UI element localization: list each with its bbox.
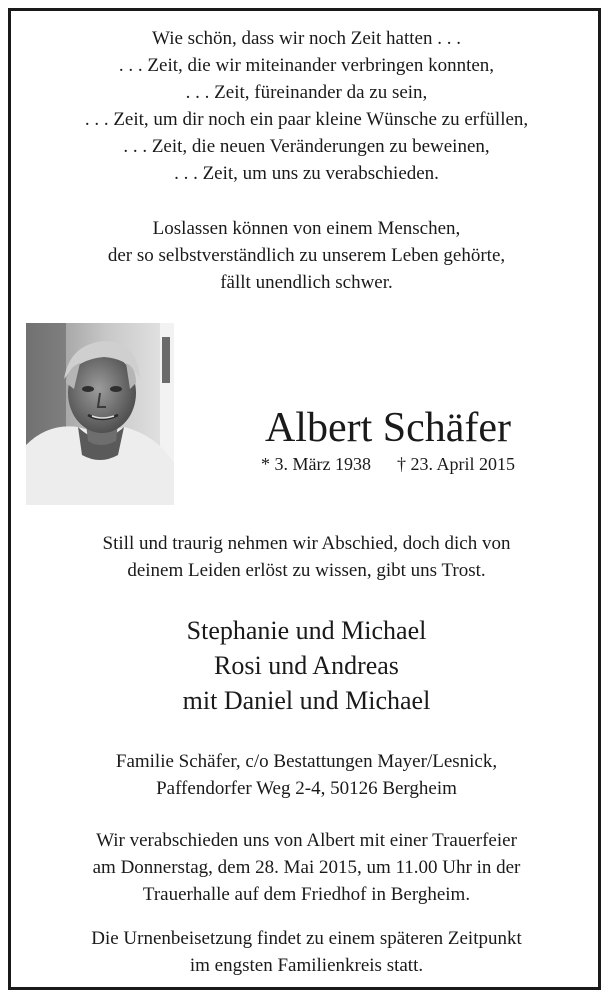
death-date: † 23. April 2015: [396, 454, 515, 474]
service-line: Wir verabschieden uns von Albert mit einer Trauerfeier: [96, 830, 517, 851]
portrait-photo: [26, 323, 174, 505]
loslassen-line: Loslassen können von einem Menschen,: [152, 218, 461, 239]
service-line: am Donnerstag, dem 28. Mai 2015, um 11.00 Uhr in der: [92, 857, 521, 878]
birth-date: * 3. März 1938: [261, 454, 371, 474]
poem-line: . . . Zeit, um dir noch ein paar kleine Wünsche zu erfüllen,: [84, 109, 529, 130]
address-block: [0, 748, 613, 802]
poem-line: . . . Zeit, füreinander da zu sein,: [185, 82, 428, 103]
address-line: Paffendorfer Weg 2-4, 50126 Bergheim: [156, 778, 457, 799]
farewell-line: Still und traurig nehmen wir Abschied, doch dich von: [102, 533, 511, 554]
mourners-line: Rosi und Andreas: [214, 651, 399, 680]
mourners-line: Stephanie und Michael: [186, 616, 427, 645]
poem-line: . . . Zeit, um uns zu verabschieden.: [174, 163, 439, 184]
life-dates: [180, 452, 596, 476]
mourners-line: mit Daniel und Michael: [182, 686, 431, 715]
poem-line: . . . Zeit, die wir miteinander verbringen konnten,: [118, 55, 495, 76]
farewell-block: [0, 530, 613, 584]
poem-block: [0, 25, 613, 187]
loslassen-line: fällt unendlich schwer.: [220, 272, 393, 293]
urn-burial-line: im engsten Familienkreis statt.: [189, 955, 424, 976]
address-line: Familie Schäfer, c/o Bestattungen Mayer/Lesnick,: [115, 751, 498, 772]
loslassen-block: [0, 215, 613, 296]
service-block: [0, 827, 613, 908]
service-line: Trauerhalle auf dem Friedhof in Bergheim.: [142, 884, 471, 905]
mourners-block: [0, 613, 613, 718]
deceased-name: Albert Schäfer: [264, 405, 512, 451]
poem-line: Wie schön, dass wir noch Zeit hatten . . .: [152, 28, 461, 49]
urn-burial-line: Die Urnenbeisetzung findet zu einem späteren Zeitpunkt: [91, 928, 522, 949]
loslassen-line: der so selbstverständlich zu unserem Leben gehörte,: [107, 245, 506, 266]
urn-burial-block: [0, 925, 613, 979]
farewell-line: deinem Leiden erlöst zu wissen, gibt uns Trost.: [127, 560, 486, 581]
poem-line: . . . Zeit, die neuen Veränderungen zu beweinen,: [123, 136, 490, 157]
